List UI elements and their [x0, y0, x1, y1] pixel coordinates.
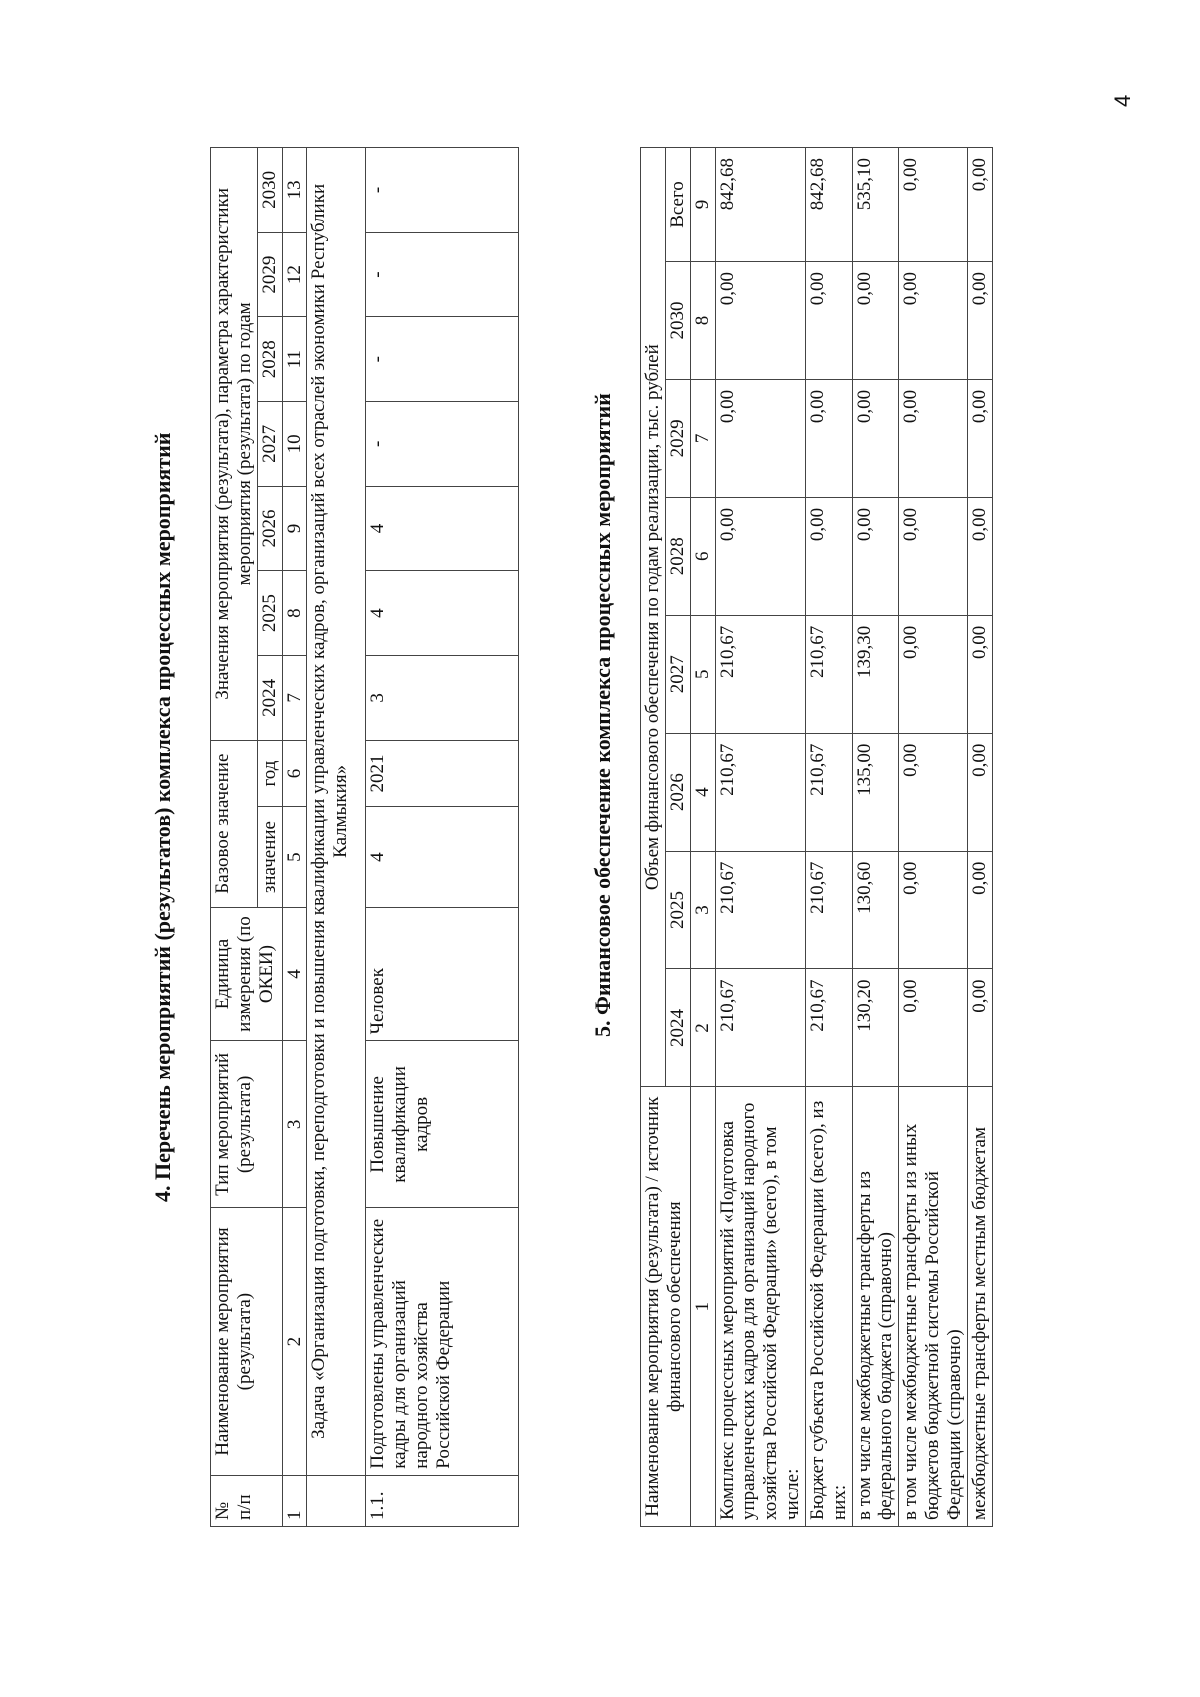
row-value: 210,67 — [715, 615, 805, 733]
header-year: 2028 — [257, 317, 282, 402]
row-value: 0,00 — [899, 379, 968, 497]
col-number: 11 — [282, 317, 307, 402]
row-num: 1.1. — [366, 1475, 519, 1526]
header-base: Базовое значение — [211, 740, 258, 907]
row-value: 210,67 — [715, 969, 805, 1087]
header-unit: Единица измерения (по ОКЕИ) — [211, 907, 283, 1041]
header-year: 2025 — [665, 851, 690, 969]
col-number: 7 — [282, 655, 307, 740]
header-year: 2025 — [257, 571, 282, 656]
header-base-year: год — [257, 740, 282, 807]
table-row — [805, 148, 852, 1527]
row-value: 0,00 — [805, 497, 852, 615]
row-value: 0,00 — [715, 262, 805, 380]
header-year: 2030 — [257, 148, 282, 233]
col-number: 5 — [282, 807, 307, 907]
header-total: Всего — [665, 148, 690, 262]
row-value: 0,00 — [899, 851, 968, 969]
row-value: 210,67 — [715, 733, 805, 851]
col-number: 10 — [282, 402, 307, 487]
row-total: 535,10 — [852, 148, 899, 262]
row-value: - — [366, 317, 519, 402]
header-year: 2024 — [257, 655, 282, 740]
task-text: Задача «Организация подготовки, переподготовки и повышения квалификации управленческих кадров, организаций всех отраслей экономики Республики Калмыкия» — [307, 148, 366, 1476]
table-row — [852, 148, 899, 1527]
row-total: 0,00 — [967, 148, 992, 262]
row-name: Комплекс процессных мероприятий «Подготовка управленческих кадров для организаций народного хозяйства Российской Федерации» (всего), в том числе: — [715, 1087, 805, 1527]
col-number: 13 — [282, 148, 307, 233]
table-row — [715, 148, 805, 1527]
row-value: 4 — [366, 486, 519, 571]
row-name: Подготовлены управленческие кадры для организаций народного хозяйства Российской Федерации — [366, 1208, 519, 1475]
header-year: 2030 — [665, 262, 690, 380]
section-4-title: 4. Перечень мероприятий (результатов) комплекса процессных мероприятий — [150, 432, 175, 1202]
col-number: 1 — [690, 1087, 715, 1527]
row-value: 0,00 — [805, 379, 852, 497]
row-name: Бюджет субъекта Российской Федерации (всего), из них: — [805, 1087, 852, 1527]
column-number-row — [690, 148, 715, 1527]
col-number: 4 — [690, 733, 715, 851]
row-value: 0,00 — [805, 262, 852, 380]
col-number: 2 — [690, 969, 715, 1087]
header-year: 2028 — [665, 497, 690, 615]
row-value: 0,00 — [967, 615, 992, 733]
col-number: 9 — [690, 148, 715, 262]
row-value: 139,30 — [852, 615, 899, 733]
table-header-row — [641, 148, 666, 1527]
row-value: 0,00 — [967, 969, 992, 1087]
row-total: 0,00 — [899, 148, 968, 262]
row-name: межбюджетные трансферты местным бюджетам — [967, 1087, 992, 1527]
row-value: 0,00 — [852, 497, 899, 615]
row-name: в том числе межбюджетные трансферты из иных бюджетов бюджетной системы Российской Федерации (справочно) — [899, 1087, 968, 1527]
row-value: 0,00 — [899, 615, 968, 733]
row-total: 842,68 — [805, 148, 852, 262]
row-value: 210,67 — [805, 615, 852, 733]
col-number: 7 — [690, 379, 715, 497]
row-value: 0,00 — [852, 379, 899, 497]
row-value: 0,00 — [715, 497, 805, 615]
header-year: 2029 — [257, 232, 282, 317]
column-number-row — [282, 148, 307, 1527]
row-value: 0,00 — [967, 733, 992, 851]
row-value: 0,00 — [967, 851, 992, 969]
header-volume: Объем финансового обеспечения по годам реализации, тыс. рублей — [641, 148, 666, 1087]
row-value: 130,20 — [852, 969, 899, 1087]
header-year: 2024 — [665, 969, 690, 1087]
col-number: 6 — [282, 740, 307, 807]
col-number: 3 — [282, 1041, 307, 1208]
row-base-value: 4 — [366, 807, 519, 907]
row-value: 130,60 — [852, 851, 899, 969]
row-value: - — [366, 402, 519, 487]
table-row — [967, 148, 992, 1527]
row-value: 4 — [366, 571, 519, 656]
row-value: - — [366, 148, 519, 233]
header-name: Наименование мероприятия (результата) / источник финансового обеспечения — [641, 1087, 691, 1527]
header-year: 2029 — [665, 379, 690, 497]
col-number: 4 — [282, 907, 307, 1041]
col-number: 2 — [282, 1208, 307, 1475]
table-row — [366, 148, 519, 1527]
page-number: 4 — [1110, 94, 1135, 107]
header-values: Значения мероприятия (результата), параметра характеристики мероприятия (результата) по годам — [211, 148, 258, 741]
row-value: 0,00 — [899, 733, 968, 851]
row-value: 0,00 — [967, 262, 992, 380]
row-value: 210,67 — [805, 733, 852, 851]
header-year: 2027 — [665, 615, 690, 733]
col-number: 3 — [690, 851, 715, 969]
task-row — [307, 148, 366, 1527]
row-value: 0,00 — [852, 262, 899, 380]
row-total: 842,68 — [715, 148, 805, 262]
row-value: 0,00 — [899, 497, 968, 615]
header-year: 2027 — [257, 402, 282, 487]
row-value: 0,00 — [899, 262, 968, 380]
col-number: 6 — [690, 497, 715, 615]
row-type: Повышение квалификации кадров — [366, 1041, 519, 1208]
header-base-value: значение — [257, 807, 282, 907]
row-unit: Человек — [366, 907, 519, 1041]
col-number: 1 — [282, 1475, 307, 1526]
finance-rows — [715, 148, 992, 1527]
row-value: 0,00 — [967, 379, 992, 497]
row-value: 210,67 — [715, 851, 805, 969]
events-table — [210, 147, 519, 1527]
table-row — [899, 148, 968, 1527]
row-value: 0,00 — [967, 497, 992, 615]
header-num: № п/п — [211, 1475, 283, 1526]
row-base-year: 2021 — [366, 740, 519, 807]
row-value: 210,67 — [805, 851, 852, 969]
col-number: 9 — [282, 486, 307, 571]
row-value: 0,00 — [715, 379, 805, 497]
col-number: 12 — [282, 232, 307, 317]
col-number: 5 — [690, 615, 715, 733]
col-number: 8 — [690, 262, 715, 380]
row-value: 0,00 — [899, 969, 968, 1087]
header-type: Тип мероприятий (результата) — [211, 1041, 283, 1208]
table-header-row — [211, 148, 258, 1527]
row-name: в том числе межбюджетные трансферты из федерального бюджета (справочно) — [852, 1087, 899, 1527]
header-year: 2026 — [665, 733, 690, 851]
header-year: 2026 — [257, 486, 282, 571]
row-value: 135,00 — [852, 733, 899, 851]
row-value: - — [366, 232, 519, 317]
row-value: 210,67 — [805, 969, 852, 1087]
section-5-title: 5. Финансовое обеспечение комплекса процессных мероприятий — [590, 393, 615, 1037]
row-value: 3 — [366, 655, 519, 740]
header-name: Наименование мероприятия (результата) — [211, 1208, 283, 1475]
finance-table — [640, 147, 993, 1527]
col-number: 8 — [282, 571, 307, 656]
